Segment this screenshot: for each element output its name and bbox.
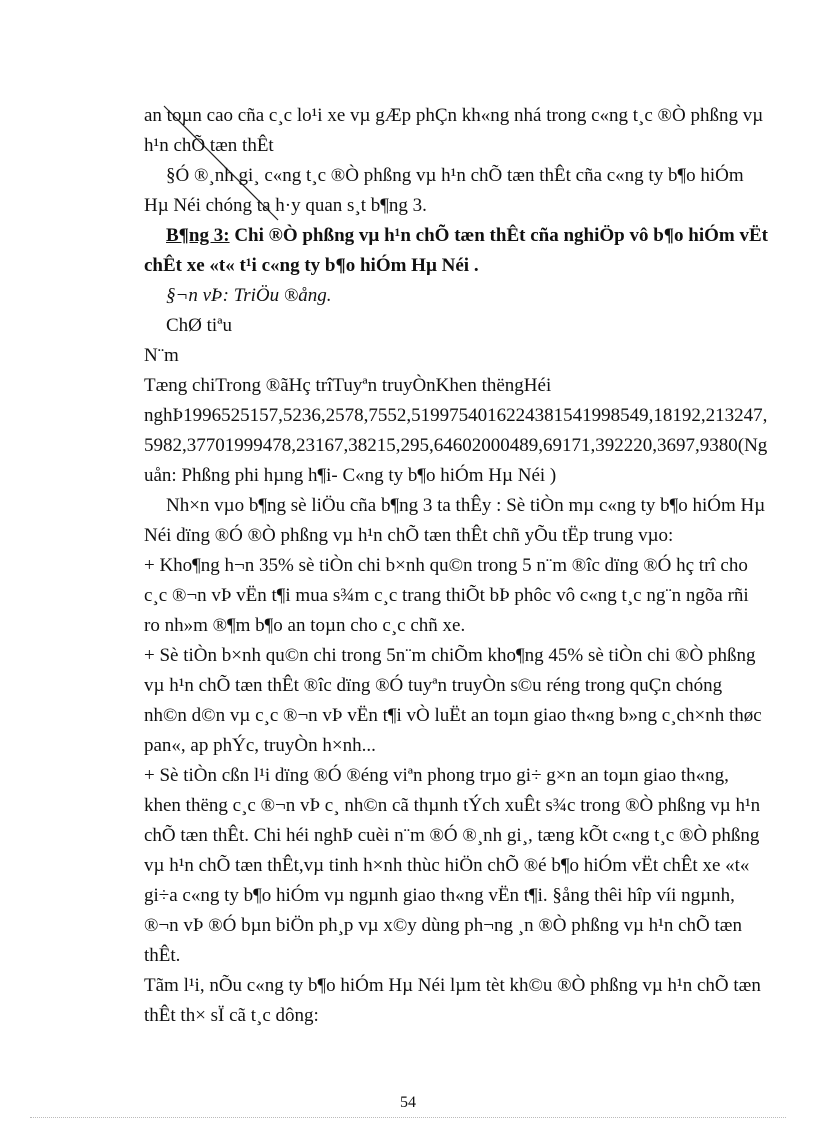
text-line: nghÞ1996525157,5236,2578,7552,5199754016224381541998549,18192,213247,	[144, 405, 768, 426]
text-line: Tãm l¹i, nÕu c«ng ty b¶o hiÓm Hµ Néi lµm tèt kh©u ®Ò phßng vµ h¹n chÕ tæn	[144, 975, 761, 996]
table-caption-cont: chÊt xe «t« t¹i c«ng ty b¶o hiÓm Hµ Néi .	[144, 255, 479, 276]
unit-note: §¬n vÞ: TriÖu ®ång.	[166, 285, 332, 306]
text-line: 5982,37701999478,23167,38215,295,64602000489,69171,392220,3697,9380(Ng	[144, 435, 768, 456]
text-line: Néi dïng ®Ó ®Ò phßng vµ h¹n chÕ tæn thÊt chñ yÕu tËp trung vµo:	[144, 525, 674, 546]
footer-divider	[30, 1117, 786, 1118]
text-line: + Sè tiÒn cßn l¹i dïng ®Ó ®éng viªn phong trµo gi÷ g×n an toµn giao th«ng,	[144, 765, 729, 786]
text-line: nh©n d©n vµ c¸c ®¬n vÞ vËn t¶i vÒ luËt an toµn giao th«ng b»ng c¸ch×nh thøc	[144, 705, 762, 726]
text-line: vµ h¹n chÕ tæn thÊt ®îc dïng ®Ó tuyªn truyÒn s©u réng trong quÇn chóng	[144, 675, 723, 696]
text-line: ChØ tiªu	[166, 315, 232, 336]
text-line: + Kho¶ng h¬n 35% sè tiÒn chi b×nh qu©n trong 5 n¨m ®îc dïng ®Ó hç trî cho	[144, 555, 748, 576]
text-line: gi÷a c«ng ty b¶o hiÓm vµ ngµnh giao th«ng vËn t¶i. §ång thêi hîp víi ngµnh,	[144, 885, 735, 906]
text-line: Hµ Néi chóng ta h·y quan s¸t b¶ng 3.	[144, 195, 427, 216]
text-line: h¹n chÕ tæn thÊt	[144, 135, 274, 156]
table-caption-label: B¶ng 3:	[166, 225, 230, 246]
text-line: khen thëng c¸c ®¬n vÞ c¸ nh©n cã thµnh tÝch xuÊt s¾c trong ®Ò phßng vµ h¹n	[144, 795, 761, 816]
text-line: thÊt.	[144, 945, 181, 966]
text-line: chÕ tæn thÊt. Chi héi nghÞ cuèi n¨m ®Ó ®¸nh gi¸, tæng kÕt c«ng t¸c ®Ò phßng	[144, 825, 760, 846]
text-line: + Sè tiÒn b×nh qu©n chi trong 5n¨m chiÕm kho¶ng 45% sè tiÒn chi ®Ò phßng	[144, 645, 756, 666]
text-line: Nh×n vµo b¶ng sè liÖu cña b¶ng 3 ta thÊy : Sè tiÒn mµ c«ng ty b¶o hiÓm Hµ	[166, 495, 766, 516]
text-line: uån: Phßng phi hµng h¶i- C«ng ty b¶o hiÓm Hµ Néi )	[144, 465, 557, 486]
text-line: ro nh»m ®¶m b¶o an toµn cho c¸c chñ xe.	[144, 615, 466, 636]
text-line: Tæng chiTrong ®ãHç trîTuyªn truyÒnKhen thëngHéi	[144, 375, 552, 396]
text-line: vµ h¹n chÕ tæn thÊt,vµ tinh h×nh thùc hiÖn chÕ ®é b¶o hiÓm vËt chÊt xe «t«	[144, 855, 750, 876]
text-line: thÊt th× sÏ cã t¸c dông:	[144, 1005, 319, 1026]
table-caption	[166, 224, 768, 248]
page-number: 54	[400, 1094, 416, 1111]
text-line: §Ó ®¸nh gi¸ c«ng t¸c ®Ò phßng vµ h¹n chÕ tæn thÊt cña c«ng ty b¶o hiÓm	[166, 165, 744, 186]
text-line: N¨m	[144, 345, 179, 366]
table-caption-text: Chi ®Ò phßng vµ h¹n chÕ tæn thÊt cña nghiÖp vô b¶o hiÓm vËt	[234, 225, 768, 246]
text-line: pan«, ap phÝc, truyÒn h×nh...	[144, 735, 376, 756]
text-line: an toµn cao cña c¸c lo¹i xe vµ gÆp phÇn kh«ng nhá trong c«ng t¸c ®Ò phßng vµ	[144, 105, 764, 126]
text-line: ®¬n vÞ ®Ó bµn biÖn ph¸p vµ x©y dùng ph¬ng ¸n ®Ò phßng vµ h¹n chÕ tæn	[144, 915, 742, 936]
text-line: c¸c ®¬n vÞ vËn t¶i mua s¾m c¸c trang thiÕt bÞ phôc vô c«ng t¸c ng¨n ngõa rñi	[144, 585, 749, 606]
